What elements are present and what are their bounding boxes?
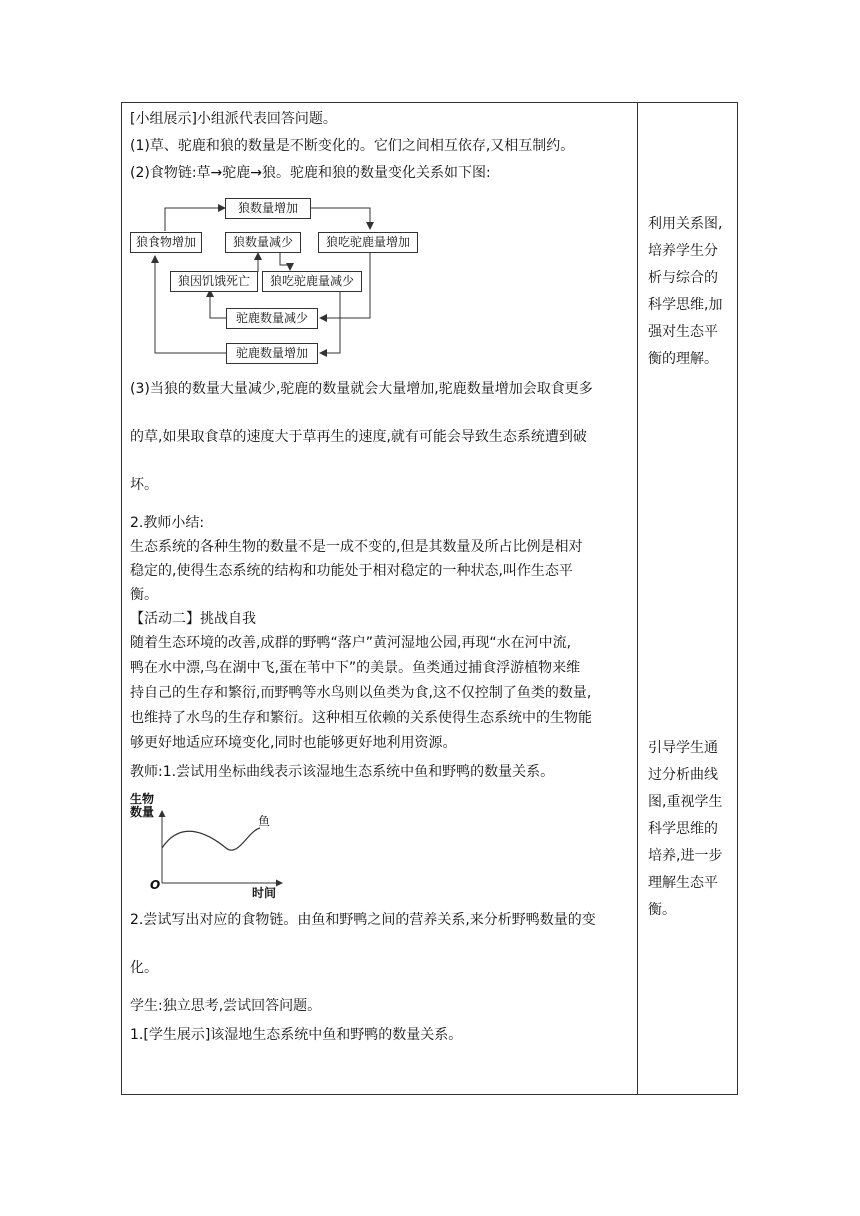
graph-xlabel: 时间 [252,886,277,900]
text-line: 鸭在水中漂,鸟在湖中飞,蛋在苇中下”的美景。鱼类通过捕食浮游植物来维 [130,660,581,676]
moose-wolf-diagram [130,189,430,364]
lesson-table [121,102,738,1095]
text-line: 教师:1.尝试用坐标曲线表示该湿地生态系统中鱼和野鸭的数量关系。 [130,764,555,780]
text-line: [小组展示]小组派代表回答问题。 [130,111,337,127]
text-line: 2.教师小结: [130,515,205,531]
note-line: 强对生态平 [648,324,718,340]
note-line: 培养,进一步 [648,848,723,864]
note-line: 引导学生通 [648,740,718,756]
box-wolf-increase: 狼数量增加 [225,198,311,219]
note-line: 衡。 [648,902,676,918]
column-divider [637,103,638,1094]
box-wolf-eat-increase: 狼吃驼鹿量增加 [318,232,418,253]
box-wolf-decrease: 狼数量减少 [225,232,301,253]
box-wolf-food-increase: 狼食物增加 [130,232,202,253]
note-2 [648,735,732,924]
text-line: 生态系统的各种生物的数量不是一成不变的,但是其数量及所占比例是相对 [130,539,583,555]
activity-heading: 【活动二】挑战自我 [130,611,256,627]
box-moose-decrease: 驼鹿数量减少 [226,308,318,329]
note-line: 析与综合的 [648,270,718,286]
text-line: 2.尝试写出对应的食物链。由鱼和野鸭之间的营养关系,来分析野鸭数量的变 [130,912,596,928]
text-line: 衡。 [130,587,158,603]
box-wolf-eat-decrease: 狼吃驼鹿量减少 [262,271,362,292]
text-line: 化。 [130,960,158,976]
note-line: 利用关系图, [648,216,723,232]
text-line: 学生:独立思考,尝试回答问题。 [130,998,322,1014]
note-line: 图,重视学生 [648,794,723,810]
graph-ylabel-2: 数量 [130,805,155,819]
note-1 [648,211,732,373]
text-line: 稳定的,使得生态系统的结构和功能处于相对稳定的一种状态,叫作生态平 [130,563,573,579]
box-moose-increase: 驼鹿数量增加 [226,343,318,364]
text-line: 也维持了水鸟的生存和繁衍。这种相互依赖的关系使得生态系统中的生物能 [130,710,592,726]
text-line: (1)草、驼鹿和狼的数量是不断变化的。它们之间相互依存,又相互制约。 [130,138,575,154]
text-line: 持自己的生存和繁衍,而野鸭等水鸟则以鱼类为食,这不仅控制了鱼类的数量, [130,685,592,701]
note-line: 培养学生分 [648,243,718,259]
graph-origin: O [150,878,161,892]
graph-ylabel-1: 生物 [130,792,155,806]
box-wolf-starve: 狼因饥饿死亡 [170,271,258,292]
text-line: 的草,如果取食草的速度大于草再生的速度,就有可能会导致生态系统遭到破 [130,429,587,445]
text-line: (3)当狼的数量大量减少,驼鹿的数量就会大量增加,驼鹿数量增加会取食更多 [130,381,593,397]
text-line: (2)食物链:草→驼鹿→狼。驼鹿和狼的数量变化关系如下图: [130,165,491,181]
fish-curve-graph [130,792,290,900]
note-line: 衡的理解。 [648,351,718,367]
note-line: 过分析曲线 [648,767,718,783]
note-line: 科学思维,加 [648,297,723,313]
text-line: 1.[学生展示]该湿地生态系统中鱼和野鸭的数量关系。 [130,1027,463,1043]
text-line: 随着生态环境的改善,成群的野鸭“落户”黄河湿地公园,再现“水在河中流, [130,635,572,651]
text-line: 够更好地适应环境变化,同时也能够更好地利用资源。 [130,735,457,751]
graph-series-label: 鱼 [258,814,271,828]
note-line: 科学思维的 [648,821,718,837]
text-line: 坏。 [130,477,158,493]
fish-curve [162,828,260,850]
note-line: 理解生态平 [648,875,718,891]
